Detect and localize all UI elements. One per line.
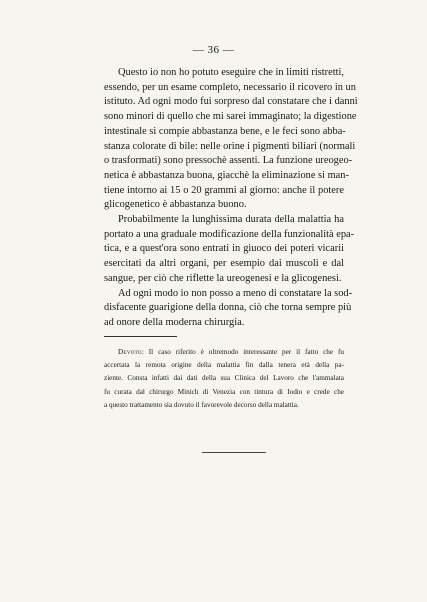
- paragraph-line: esercitati da altri organi, per esempio dai muscoli e dal: [104, 258, 344, 270]
- paragraph-line: sangue, per ciò che riflette la ureogenesi e la glicogenesi.: [104, 272, 342, 284]
- paragraph-line: Ad ogni modo io non posso a meno di constatare la sod-: [118, 287, 353, 299]
- paragraph-line: Probabilmente la lunghissima durata della malattia ha: [118, 214, 344, 226]
- footnote-line: a questo trattamento sia dovuto il favorevole decorso della malattia.: [104, 400, 299, 409]
- end-rule: [202, 452, 266, 453]
- footnote-author: Devoto: [118, 348, 142, 356]
- paragraph-line: portato a una graduale modificazione della funzionalità epa-: [104, 228, 355, 240]
- paragraph-line: ad onore della moderna chirurgia.: [104, 316, 245, 328]
- paragraph-line: tiene intorno ai 15 o 20 grammi al giorno: anche il potere: [104, 184, 344, 196]
- page-number: — 36 —: [192, 44, 235, 56]
- paragraph-line: sono minori di quello che mi sarei immaginato; la digestione: [104, 111, 357, 123]
- footnote-line: fu curata dal chirurgo Minich di Venezia con tintura di Iodio e crede che: [104, 387, 344, 396]
- footnote-text: : Il caso riferito è oltremodo interessante per il fatto che fu: [141, 348, 344, 356]
- paragraph-line: intestinale si compie abbastanza bene, e le feci sono abba-: [104, 125, 346, 137]
- footnote: [104, 346, 344, 412]
- footnote-line: accertata la remota origine della malattia fin dalla tenera età della pa-: [104, 361, 344, 370]
- footnote-line: [104, 346, 344, 359]
- paragraph-line: essendo, per un esame completo, necessario il ricovero in un: [104, 81, 356, 93]
- paragraph-line: stanza colorate di bile: nelle orine i pigmenti biliari (normali: [104, 140, 356, 152]
- paragraph-line: o trasformati) sono pressochè assenti. La funzione ureogeo-: [104, 155, 353, 167]
- paragraph-line: Questo io non ho potuto eseguire che in limiti ristretti,: [118, 67, 344, 78]
- paragraph-line: disfacente guarigione della donna, ciò che torna sempre più: [104, 302, 352, 314]
- paragraph-line: tica, e a quest'ora sono entrati in giuoco dei poteri vicarii: [104, 243, 344, 255]
- body-text: [104, 66, 358, 331]
- footnote-separator: [104, 336, 177, 337]
- paragraph-line: istituto. Ad ogni modo fui sorpreso dal constatare che i danni: [104, 96, 358, 108]
- footnote-line: ziente. Consta infatti dai dati della sua Clinica del Lavoro che l'ammalata: [104, 374, 344, 383]
- paragraph-line: netica è abbastanza buona, giacchè la eliminazione si man-: [104, 169, 349, 181]
- paragraph-line: glicogenetico è abbastanza buono.: [104, 199, 247, 211]
